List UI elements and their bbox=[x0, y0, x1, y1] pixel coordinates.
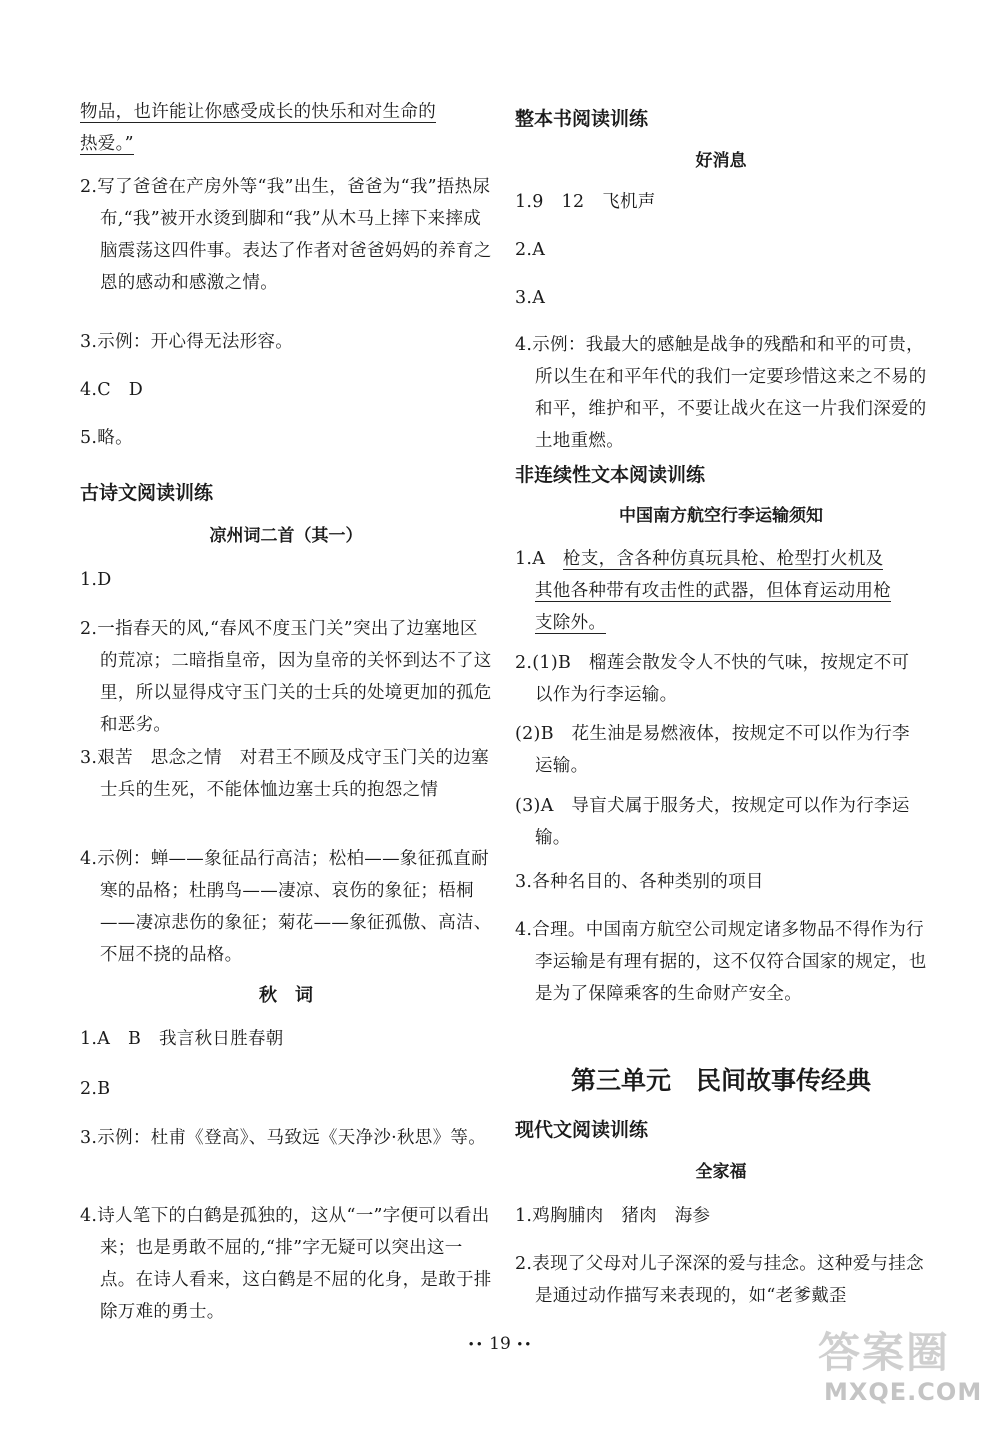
section-title: 古诗文阅读训练 bbox=[80, 482, 214, 504]
section-title: 整本书阅读训练 bbox=[515, 108, 649, 130]
poem-title: 秋 词 bbox=[259, 985, 313, 1006]
page-number-value: 19 bbox=[489, 1334, 511, 1354]
decorative-dots: •• bbox=[516, 1337, 533, 1352]
section-title: 非连续性文本阅读训练 bbox=[515, 464, 706, 486]
underlined-text: 支除外。 bbox=[535, 613, 607, 633]
continued-answer bbox=[80, 96, 492, 160]
section-title: 现代文阅读训练 bbox=[515, 1119, 649, 1141]
unit-title: 第三单元 民间故事传经典 bbox=[570, 1066, 871, 1095]
answer-item: 1.鸡胸脯肉 猪肉 海参 bbox=[515, 1206, 711, 1226]
answer-item: 4.示例：蝉——象征品行高洁；松柏——象征孤直耐寒的品格；杜鹃鸟——凄凉、哀伤的象征；梧桐——凄凉悲伤的象征；菊花——象征孤傲、高洁、不屈不挠的品格。 bbox=[80, 849, 492, 965]
answer-item: 1.A B 我言秋日胜春朝 bbox=[80, 1029, 284, 1049]
answer-item: 2.(1)B 榴莲会散发令人不快的气味，按规定不可以作为行李运输。 bbox=[515, 653, 910, 705]
answer-item: 2.一指春天的风,“春风不度玉门关”突出了边塞地区的荒凉；二暗指皇帝，因为皇帝的关怀到达不了这里，所以显得戍守玉门关的士兵的处境更加的孤危和恶劣。 bbox=[80, 619, 492, 735]
answer-item: 1.9 12 飞机声 bbox=[515, 192, 656, 212]
underlined-text: 其他各种带有攻击性的武器，但体育运动用枪 bbox=[535, 581, 891, 601]
underlined-text: 枪支，含各种仿真玩具枪、枪型打火机及 bbox=[563, 549, 884, 569]
answer-item: 3.A bbox=[515, 288, 546, 308]
answer-item: 2.写了爸爸在产房外等“我”出生，爸爸为“我”捂热尿布,“我”被开水烫到脚和“我”从木马上摔下来摔成脑震荡这四件事。表达了作者对爸爸妈妈的养育之恩的感动和感激之情。 bbox=[80, 177, 492, 293]
answer-item: 1.D bbox=[80, 570, 112, 590]
watermark-logo: 答案圈 MXQE.COM bbox=[818, 1328, 983, 1406]
answer-item: 3.各种名目的、各种类别的项目 bbox=[515, 872, 764, 892]
answer-item: 3.示例：杜甫《登高》、马致远《天净沙·秋思》等。 bbox=[80, 1128, 487, 1148]
answer-item: 3.艰苦 思念之情 对君王不顾及戍守玉门关的边塞士兵的生死，不能体恤边塞士兵的抱怨之情 bbox=[80, 748, 489, 800]
answer-item: 4.示例：我最大的感触是战争的残酷和和平的可贵，所以生在和平年代的我们一定要珍惜这来之不易的和平，维护和平，不要让战火在这一片我们深爱的土地重燃。 bbox=[515, 335, 927, 451]
article-title: 好消息 bbox=[695, 151, 747, 171]
answer-item: 4.合理。中国南方航空公司规定诸多物品不得作为行李运输是有理有据的，这不仅符合国家的规定，也是为了保障乘客的生命财产安全。 bbox=[515, 920, 927, 1004]
answer-item: (3)A 导盲犬属于服务犬，按规定可以作为行李运输。 bbox=[515, 796, 910, 848]
answer-item: 4.C D bbox=[80, 380, 144, 400]
article-title: 中国南方航空行李运输须知 bbox=[619, 506, 823, 526]
article-title: 全家福 bbox=[695, 1162, 747, 1182]
answer-item: 2.B bbox=[80, 1079, 111, 1099]
answer-item: 4.诗人笔下的白鹤是孤独的，这从“一”字便可以看出来；也是勇敢不屈的,“排”字无疑可以突出这一点。在诗人看来，这白鹤是不屈的化身，是敢于排除万难的勇士。 bbox=[80, 1206, 492, 1322]
answer-item: (2)B 花生油是易燃液体，按规定不可以作为行李运输。 bbox=[515, 724, 910, 776]
answer-item: 2.表现了父母对儿子深深的爱与挂念。这种爱与挂念是通过动作描写来表现的，如“老爹戴歪 bbox=[515, 1254, 924, 1306]
answer-item: 2.A bbox=[515, 240, 546, 260]
answer-item: 5.略。 bbox=[80, 428, 133, 448]
decorative-dots: •• bbox=[467, 1337, 484, 1352]
underlined-text: 热爱。” bbox=[80, 134, 134, 154]
answer-item: 3.示例：开心得无法形容。 bbox=[80, 332, 294, 352]
poem-title: 凉州词二首（其一） bbox=[209, 526, 363, 546]
answer-item: 1.A 枪支，含各种仿真玩具枪、枪型打火机及 其他各种带有攻击性的武器，但体育运动用枪 支除外。 bbox=[515, 549, 891, 633]
underlined-text: 物品，也许能让你感受成长的快乐和对生命的 bbox=[80, 102, 436, 122]
